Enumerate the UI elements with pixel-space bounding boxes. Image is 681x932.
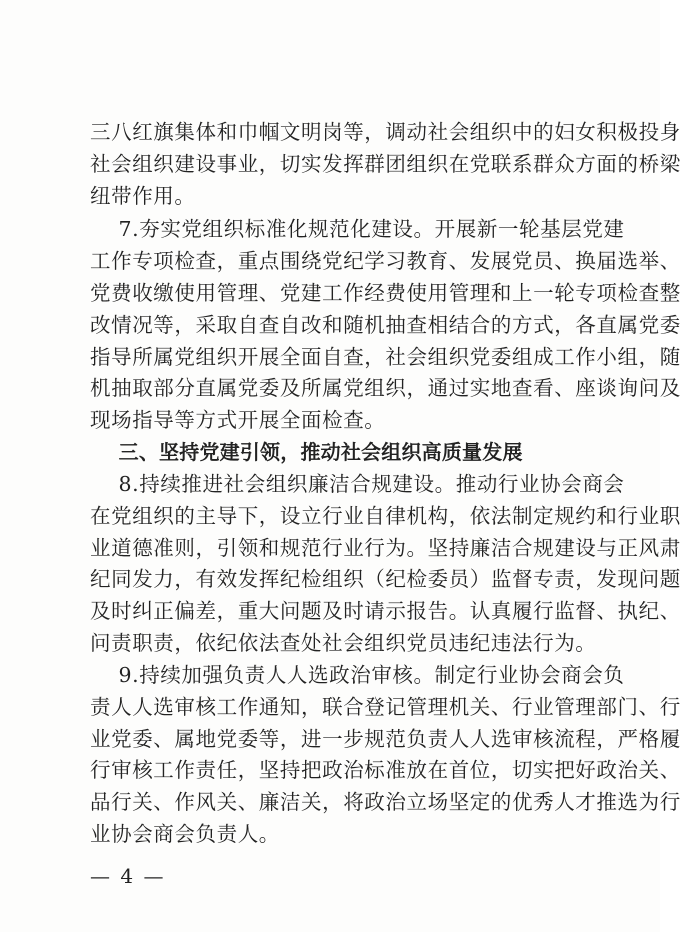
body-line: 问责职责，依纪依法查处社会组织党员违纪违法行为。 <box>90 631 597 655</box>
section-heading: 三、坚持党建引领，推动社会组织高质量发展 <box>90 440 523 464</box>
body-line: 工作专项检查，重点围绕党纪学习教育、发展党员、换届选举、 <box>90 249 681 273</box>
page-number: — 4 — <box>90 864 166 888</box>
body-line: 责人人选审核工作通知，联合登记管理机关、行业管理部门、行 <box>90 695 681 719</box>
body-line: 行审核工作责任，坚持把政治标准放在首位，切实把好政治关、 <box>90 758 681 782</box>
body-line: 及时纠正偏差，重大问题及时请示报告。认真履行监督、执纪、 <box>90 599 681 623</box>
paragraph-9-lead: 9.持续加强负责人人选政治审核。制定行业协会商会负 <box>90 663 625 687</box>
body-line: 在党组织的主导下，设立行业自律机构，依法制定规约和行业职 <box>90 504 681 528</box>
body-line: 纽带作用。 <box>90 184 196 208</box>
body-line: 改情况等，采取自查自改和随机抽查相结合的方式，各直属党委 <box>90 313 681 337</box>
body-line: 业道德准则，引领和规范行业行为。坚持廉洁合规建设与正风肃 <box>90 536 681 560</box>
body-line: 指导所属党组织开展全面自查，社会组织党委组成工作小组，随 <box>90 345 681 369</box>
paragraph-8-lead: 8.持续推进社会组织廉洁合规建设。推动行业协会商会 <box>90 472 625 496</box>
body-line: 业协会商会负责人。 <box>90 822 280 846</box>
body-line: 纪同发力，有效发挥纪检组织（纪检委员）监督专责，发现问题 <box>90 567 681 591</box>
body-line: 品行关、作风关、廉洁关，将政治立场坚定的优秀人才推选为行 <box>90 790 681 814</box>
body-line: 机抽取部分直属党委及所属党组织，通过实地查看、座谈询问及 <box>90 376 681 400</box>
body-line: 三八红旗集体和巾帼文明岗等，调动社会组织中的妇女积极投身 <box>90 120 681 144</box>
body-line: 业党委、属地党委等，进一步规范负责人人选审核流程，严格履 <box>90 727 681 751</box>
body-line: 现场指导等方式开展全面检查。 <box>90 408 386 432</box>
body-line: 社会组织建设事业，切实发挥群团组织在党联系群众方面的桥梁 <box>90 152 681 176</box>
body-line: 党费收缴使用管理、党建工作经费使用管理和上一轮专项检查整 <box>90 281 681 305</box>
paragraph-7-lead: 7.夯实党组织标准化规范化建设。开展新一轮基层党建 <box>90 217 625 241</box>
